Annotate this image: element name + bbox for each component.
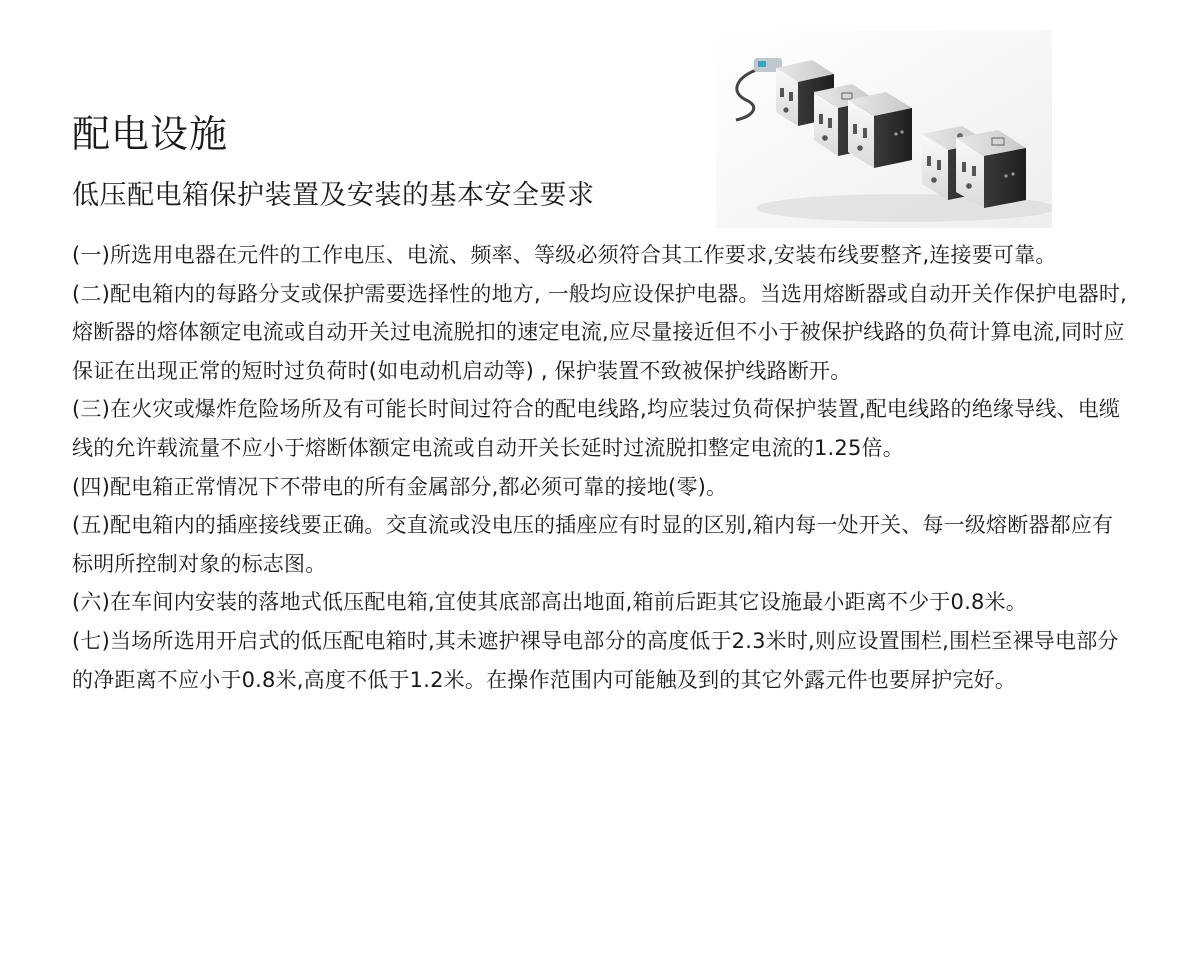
paragraph-7: (七)当场所选用开启式的低压配电箱时,其未遮护裸导电部分的高度低于2.3米时,则应设置围栏,围栏至裸导电部分的净距离不应小于0.8米,高度不低于1.2米。在操作范围内可能触及到的其它外露元件也要屏护完好。 (72, 628, 1119, 692)
page-title: 配电设施 (72, 112, 229, 156)
paragraph-3: (三)在火灾或爆炸危险场所及有可能长时间过符合的配电线路,均应装过负荷保护装置,配电线路的绝缘导线、电缆线的允许载流量不应小于熔断体额定电流或自动开关长延时过流脱扣整定电流的1.25倍。 (72, 397, 1121, 460)
paragraph-6: (六)在车间内安装的落地式低压配电箱,宜使其底部高出地面,箱前后距其它设施最小距离不少于0.8米。 (72, 590, 1027, 615)
paragraph-4: (四)配电箱正常情况下不带电的所有金属部分,都必须可靠的接地(零)。 (72, 474, 728, 499)
paragraph-1: (一)所选用电器在元件的工作电压、电流、频率、等级必须符合其工作要求,安装布线要整齐,连接要可靠。 (72, 243, 1057, 267)
modular-power-strip-photo (716, 30, 1052, 228)
paragraph-5: (五)配电箱内的插座接线要正确。交直流或没电压的插座应有时显的区别,箱内每一处开关、每一级熔断器都应有标明所控制对象的标志图。 (72, 513, 1114, 576)
page-subtitle: 低压配电箱保护装置及安装的基本安全要求 (72, 180, 595, 211)
paragraph-2: (二)配电箱内的每路分支或保护需要选择性的地方, 一般均应设保护电器。当选用熔断器或自动开关作保护电器时,熔断器的熔体额定电流或自动开关过电流脱扣的速定电流,应尽量接近但不小于被保护线路的负荷计算电流,同时应保证在出现正常的短时过负荷时(如电动机启动等) , 保护装置不致被保护线路断开。 (72, 281, 1128, 383)
article-body (72, 236, 1132, 699)
